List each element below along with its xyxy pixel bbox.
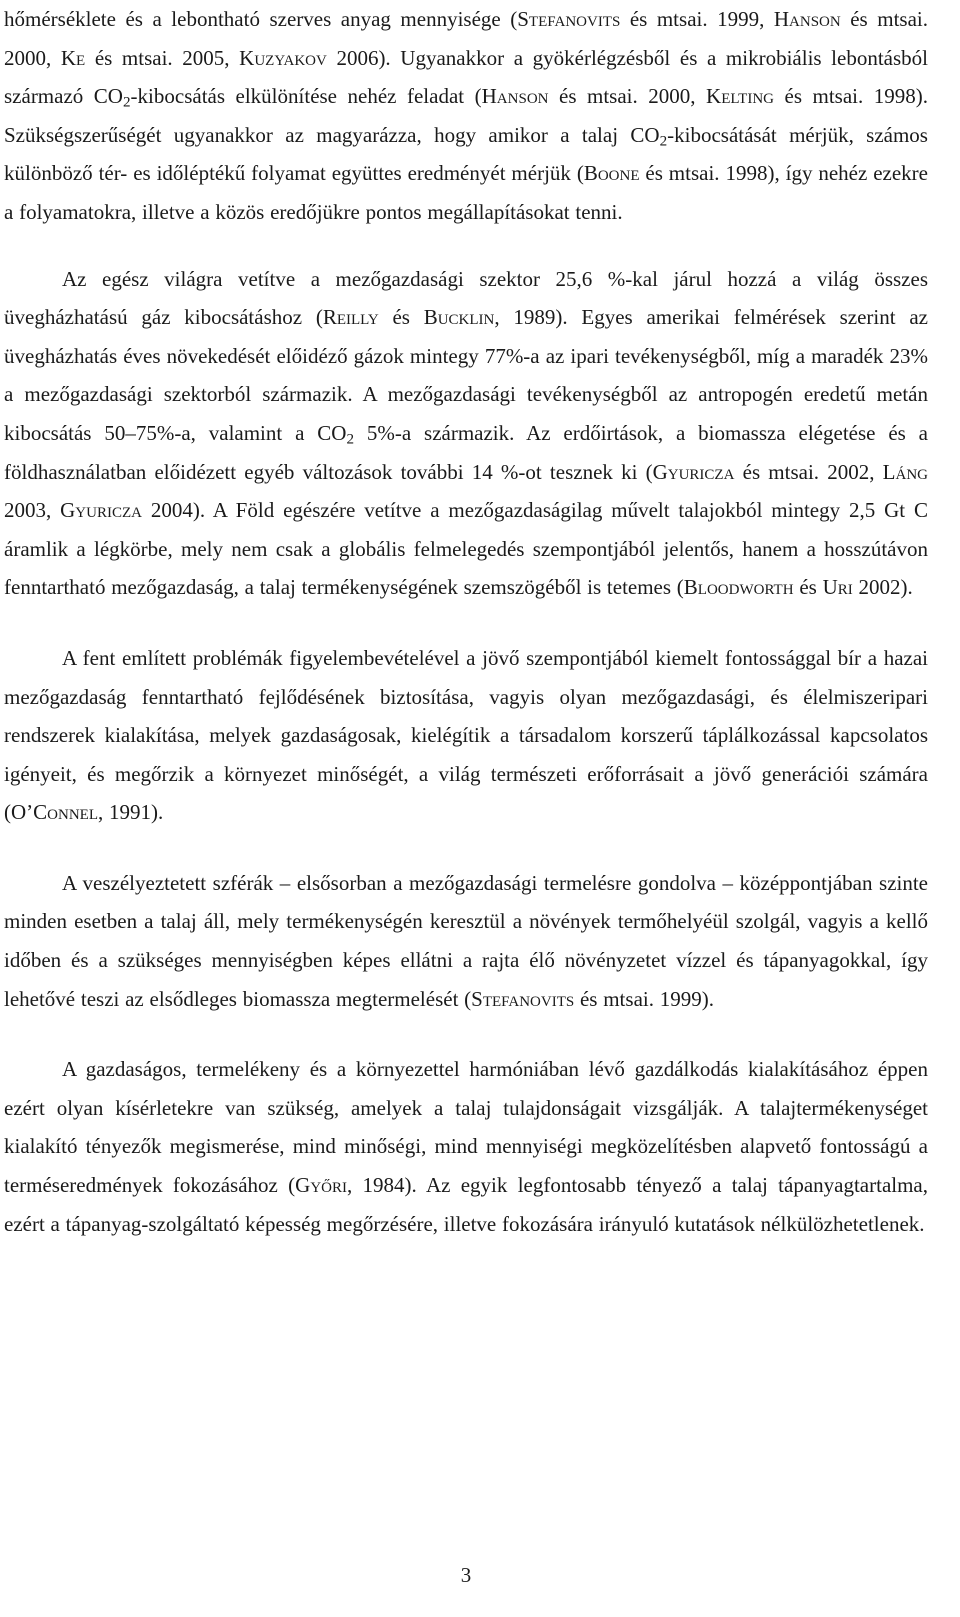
paragraph-1 <box>4 0 928 232</box>
text-run: 2004). A Föld egészére vetítve a mezőgazdaságilag művelt talajokból mintegy 2,5 Gt C áramlik a légkörbe, mely nem csak a globális felmelegedés szempontjából jelentős, hanem a hosszútávon fenntartható mezőgazdaság, a talaj termékenységének szemszögéből is tetemes ( <box>4 498 928 600</box>
text-run: és mtsai. 2000, <box>4 7 928 70</box>
text-run: és mtsai. 1998), így nehéz ezekre a folyamatokra, illetve a közös eredőjükre pontos megállapításokat tenni. <box>4 161 929 224</box>
paragraph-5 <box>4 1050 928 1243</box>
paragraph-3 <box>4 639 928 832</box>
text-run: és mtsai. 2000, <box>548 84 707 109</box>
text-run: Az egész világra vetítve a mezőgazdasági szektor 25,6 %-kal járul hozzá a világ összes üvegházhatású gáz kibocsátáshoz ( <box>4 266 928 330</box>
author-name: Kuzyakov <box>239 45 327 70</box>
subscript: 2 <box>659 133 668 150</box>
text-run: -kibocsátás elkülönítése nehéz feladat ( <box>130 84 482 109</box>
text-run: A fent említett problémák figyelembevételével a jövő szempontjából kiemelt fontossággal bír a hazai mezőgazdaság fenntartható fejlődésének biztosítása, vagyis olyan mezőgazdasági, és élelmiszeripari rendszerek kialakítása, melyek gazdaságosak, kielégítik a társadalom korszerű táplálkozással kapcsolatos igényeit, és megőrzik a környezet minőségét, a világ természeti erőforrásait a jövő generációi számára (O’ <box>4 645 928 825</box>
author-name: Gyuricza <box>652 459 735 484</box>
text-run: hőmérséklete és a lebontható szerves anyag mennyisége ( <box>4 7 518 31</box>
author-name: Bucklin <box>423 305 495 330</box>
text-run: 2006). Ugyanakkor a gyökérlégzésből és a mikrobiális lebontásból származó CO <box>4 45 929 109</box>
text-run: és mtsai. 1999). <box>574 986 714 1011</box>
author-name: Gyuricza <box>60 498 142 523</box>
author-name: Hanson <box>481 84 549 109</box>
author-name: Stefanovits <box>471 986 575 1011</box>
text-run: és mtsai. 1999, <box>620 7 774 31</box>
paragraph-2 <box>4 260 928 607</box>
author-name: Győri <box>295 1173 347 1198</box>
text-run: és mtsai. 2002, <box>734 459 883 484</box>
author-name: Ke <box>60 45 86 70</box>
body-text <box>4 0 928 1243</box>
text-run: és <box>378 305 424 330</box>
author-name: Láng <box>882 459 928 484</box>
text-run: 2003, <box>4 498 61 523</box>
subscript: 2 <box>122 94 131 111</box>
author-name: Bloodworth <box>683 575 794 600</box>
text-run: , 1991). <box>98 800 164 825</box>
text-run: -kibocsátását mérjük, számos különböző tér- es időléptékű folyamat együttes eredményét mérjük ( <box>4 122 928 186</box>
text-run: 2002). <box>852 575 913 600</box>
author-name: Uri <box>822 575 853 600</box>
text-run: 5%-a származik. Az erdőirtások, a biomassza elégetése és a földhasználatban előidézett egyéb változások további 14 %-ot tesznek ki ( <box>4 420 928 484</box>
text-run: és <box>793 575 823 600</box>
paragraph-4 <box>4 864 928 1018</box>
page-number: 3 <box>460 1563 472 1587</box>
author-name: Stefanovits <box>517 7 621 31</box>
text-run: A gazdaságos, termelékeny és a környezettel harmóniában lévő gazdálkodás kialakításához éppen ezért olyan kísérletekre van szükség, amelyek a talaj tulajdonságait vizsgálják. A talajtermékenységet kialakító tényezők megismerése, mind minőségi, mind mennyiségi megközelítésben alapvető fontosságú a terméseredmények fokozásához ( <box>4 1057 928 1198</box>
author-name: Kelting <box>706 84 774 109</box>
author-name: Boone <box>583 161 640 186</box>
text-run: és mtsai. 1998). Szükségszerűségét ugyanakkor az magyarázza, hogy amikor a talaj CO <box>4 84 929 147</box>
text-run: , 1984). Az egyik legfontosabb tényező a talaj tápanyagtartalma, ezért a tápanyag-szolgáltató képesség megőrzésére, illetve fokozására irányuló kutatások nélkülözhetetlenek. <box>4 1173 929 1236</box>
subscript: 2 <box>346 431 354 448</box>
author-name: Hanson <box>773 7 841 31</box>
text-run: , 1989). Egyes amerikai felmérések szerint az üvegházhatás éves növekedését előidéző gázok mintegy 77%-a az ipari tevékenységből, míg a maradék 23% a mezőgazdasági szektorból származik. A mezőgazdasági tevékenységből az antropogén eredetű metán kibocsátás 50–75%-a, valamint a CO <box>4 305 928 445</box>
author-name: Reilly <box>322 305 379 330</box>
text-run: A veszélyeztetett szférák – elsősorban a mezőgazdasági termelésre gondolva – középpontjában szinte minden esetben a talaj áll, mely termékenységén keresztül a növények termőhelyéül szolgál, vagyis a kellő időben és a szükséges mennyiségben képes ellátni a rajta élő növényzetet vízzel és tápanyagokkal, így lehetővé teszi az elsődleges biomassza megtermelését ( <box>4 870 928 1011</box>
text-run: és mtsai. 2005, <box>85 45 240 70</box>
author-name: Connel <box>33 800 98 825</box>
